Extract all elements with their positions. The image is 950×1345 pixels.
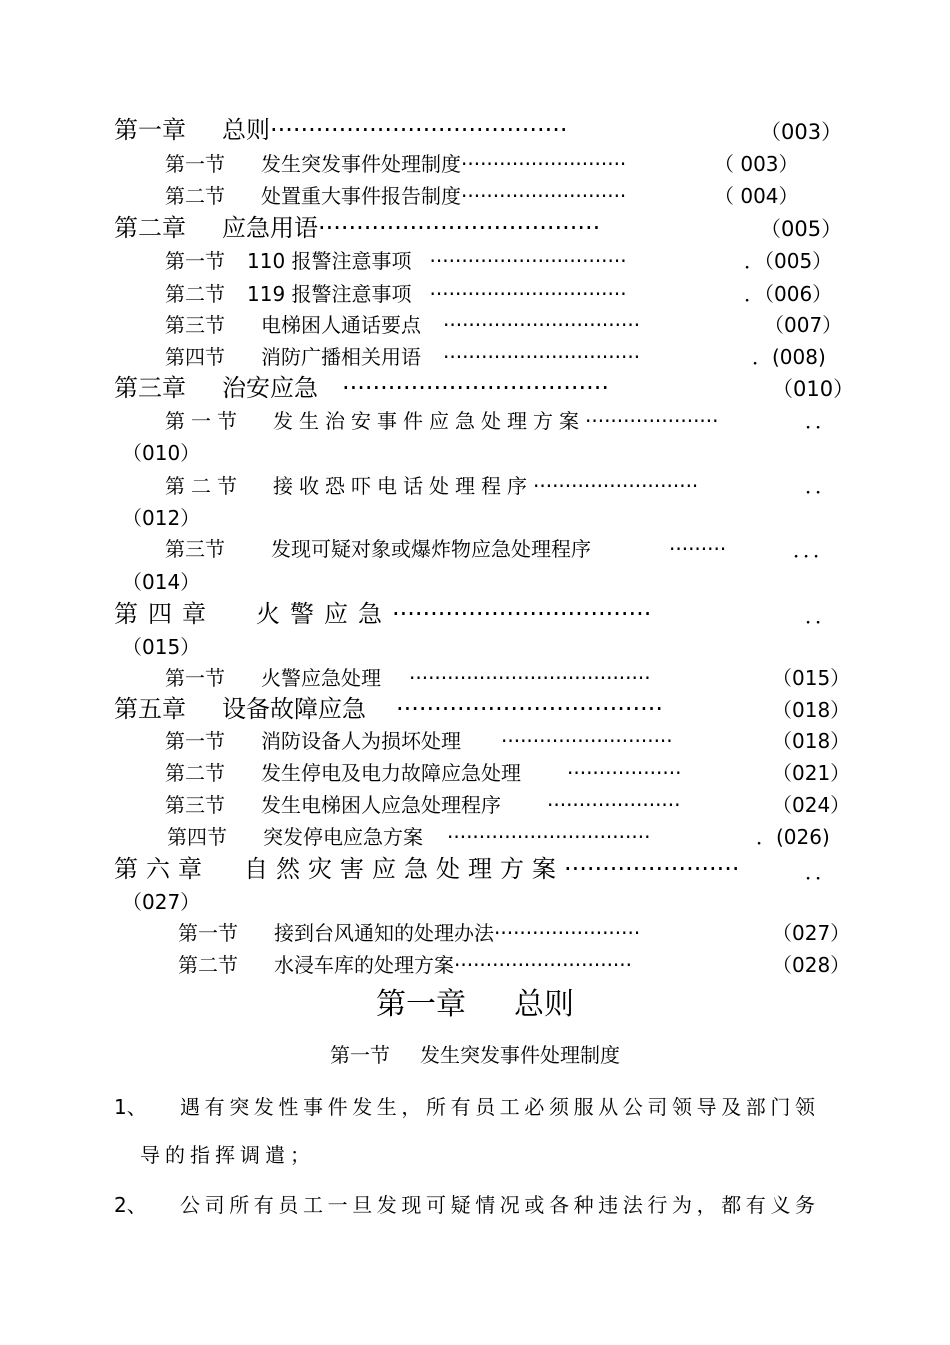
toc-page: （007）: [764, 313, 843, 337]
toc-title: 接收恐吓电话处理程序: [273, 474, 533, 498]
toc-section-5-1[interactable]: [165, 731, 673, 751]
toc-page: （015）: [772, 666, 851, 690]
toc-title: 设备故障应急: [222, 695, 366, 723]
toc-label: 第二章: [114, 214, 186, 242]
toc-title: 发生电梯困人应急处理程序: [261, 793, 501, 817]
toc-dots: ·······················: [494, 921, 641, 945]
toc-dots: ·······························: [443, 345, 641, 369]
toc-chapter-2[interactable]: [114, 216, 600, 240]
toc-section-5-2[interactable]: [165, 763, 681, 783]
toc-dots: ··························: [461, 184, 627, 208]
toc-page: （010）: [772, 377, 855, 401]
toc-title: 突发停电应急方案: [263, 825, 423, 849]
toc-dots: ··················: [567, 761, 682, 785]
toc-title: 消防广播相关用语: [261, 345, 421, 369]
toc-dots: ·······························: [429, 249, 627, 273]
paragraph-number: 2、: [114, 1193, 147, 1217]
toc-page: （027）: [772, 921, 851, 945]
toc-chapter-6[interactable]: [114, 857, 739, 881]
section-label: 第一节: [330, 1043, 390, 1067]
toc-label: 第二节: [178, 953, 238, 977]
chapter-title: 总则: [514, 987, 574, 1022]
toc-label: 第四节: [167, 825, 227, 849]
toc-title: 治安应急: [222, 374, 318, 402]
toc-page: （ 004）: [714, 184, 799, 208]
toc-dots: ···································: [396, 695, 664, 723]
toc-section-3-1[interactable]: [165, 411, 719, 431]
toc-page: （021）: [772, 761, 851, 785]
toc-section-2-3[interactable]: [165, 315, 640, 335]
toc-title: 发生突发事件处理制度: [261, 152, 461, 176]
toc-section-4-1[interactable]: [165, 668, 651, 688]
toc-section-2-2[interactable]: [165, 284, 627, 304]
toc-dots: ·········: [669, 537, 727, 561]
chapter-label: 第一章: [376, 987, 466, 1022]
toc-section-1-1[interactable]: [165, 154, 626, 174]
toc-title: 110 报警注意事项: [247, 249, 412, 273]
toc-page-continued: （010）: [122, 441, 201, 465]
toc-page: ．（006）: [744, 282, 833, 306]
toc-title: 发现可疑对象或爆炸物应急处理程序: [271, 537, 591, 561]
toc-page-continued: （014）: [122, 570, 201, 594]
toc-page: （003）: [760, 120, 843, 144]
toc-dots: ·······································: [270, 116, 568, 144]
toc-label: 第三章: [114, 374, 186, 402]
toc-title: 火警应急: [256, 600, 392, 628]
toc-label: 第一章: [114, 116, 186, 144]
toc-page-continued: （015）: [122, 635, 201, 659]
toc-label: 第二节: [165, 474, 243, 498]
toc-dots: ··································: [392, 600, 652, 628]
toc-label: 第一节: [165, 152, 225, 176]
toc-page: ．．: [805, 860, 835, 884]
toc-page: （ 003）: [714, 152, 799, 176]
toc-title: 总则: [222, 116, 270, 144]
toc-label: 第三节: [165, 313, 225, 337]
toc-title: 发生治安事件应急处理方案: [273, 409, 585, 433]
toc-chapter-3[interactable]: [114, 376, 609, 400]
toc-title: 自然灾害应急处理方案: [244, 855, 564, 883]
toc-dots: ······································: [409, 666, 651, 690]
toc-title: 水浸车库的处理方案: [274, 953, 454, 977]
toc-page-continued: （027）: [122, 890, 201, 914]
toc-section-3-3[interactable]: [165, 539, 726, 559]
toc-page: ．．: [805, 409, 835, 433]
toc-section-6-2[interactable]: [178, 955, 632, 975]
toc-page: （005）: [760, 217, 843, 241]
toc-dots: ···························: [501, 729, 673, 753]
toc-chapter-5[interactable]: [114, 697, 663, 721]
toc-title: 应急用语: [222, 214, 318, 242]
toc-label: 第一节: [165, 666, 225, 690]
toc-page: （018）: [772, 729, 851, 753]
toc-label: 第二节: [165, 761, 225, 785]
toc-title: 发生停电及电力故障应急处理: [261, 761, 521, 785]
toc-page: ．(026): [756, 825, 830, 849]
toc-label: 第六章: [114, 855, 210, 883]
toc-dots: ·····································: [318, 214, 601, 242]
toc-label: 第五章: [114, 695, 186, 723]
toc-dots: ···································: [342, 374, 610, 402]
toc-title: 处置重大事件报告制度: [261, 184, 461, 208]
toc-section-2-1[interactable]: [165, 251, 627, 271]
toc-page: ．(008): [752, 345, 826, 369]
toc-title: 接到台风通知的处理办法: [274, 921, 494, 945]
toc-section-3-2[interactable]: [165, 476, 698, 496]
paragraph-number: 1、: [114, 1095, 147, 1119]
toc-page: ．．: [805, 474, 835, 498]
toc-label: 第一节: [178, 921, 238, 945]
toc-dots: ································: [447, 825, 651, 849]
toc-dots: ····························: [454, 953, 633, 977]
toc-dots: ·······························: [429, 282, 627, 306]
chapter-heading: [0, 987, 950, 1022]
toc-dots: ·····················: [585, 409, 719, 433]
toc-dots: ··························: [533, 474, 699, 498]
paragraph-text: 公司所有员工一旦发现可疑情况或各种违法行为，都有义务: [180, 1193, 820, 1217]
toc-section-6-1[interactable]: [178, 923, 640, 943]
toc-dots: ·····················: [547, 793, 681, 817]
toc-page: ．．: [805, 604, 835, 628]
toc-label: 第三节: [165, 537, 225, 561]
toc-title: 电梯困人通话要点: [261, 313, 421, 337]
toc-section-5-4[interactable]: [167, 827, 650, 847]
section-heading: [0, 1045, 950, 1065]
toc-label: 第一节: [165, 409, 243, 433]
toc-page: （028）: [772, 953, 851, 977]
paragraph-text: 导的指挥调遣；: [140, 1143, 315, 1167]
toc-dots: ·······························: [443, 313, 641, 337]
toc-title: 火警应急处理: [261, 666, 381, 690]
toc-label: 第三节: [165, 793, 225, 817]
toc-section-5-3[interactable]: [165, 795, 681, 815]
toc-section-1-2[interactable]: [165, 186, 626, 206]
toc-label: 第四节: [165, 345, 225, 369]
toc-page: （024）: [772, 793, 851, 817]
toc-page-continued: （012）: [122, 506, 201, 530]
toc-page: ．（005）: [744, 249, 833, 273]
toc-dots: ··························: [461, 152, 627, 176]
section-title: 发生突发事件处理制度: [420, 1043, 620, 1067]
toc-dots: ·······················: [564, 855, 740, 883]
toc-section-2-4[interactable]: [165, 347, 640, 367]
paragraph-text: 遇有突发性事件发生，所有员工必须服从公司领导及部门领: [180, 1095, 820, 1119]
toc-page: （018）: [772, 698, 851, 722]
toc-title: 119 报警注意事项: [247, 282, 412, 306]
toc-chapter-4[interactable]: [114, 602, 651, 626]
toc-label: 第二节: [165, 282, 225, 306]
toc-label: 第二节: [165, 184, 225, 208]
toc-label: 第一节: [165, 249, 225, 273]
toc-title: 消防设备人为损坏处理: [261, 729, 461, 753]
toc-label: 第一节: [165, 729, 225, 753]
toc-page: ．．．: [793, 538, 833, 562]
toc-label: 第四章: [114, 600, 216, 628]
toc-chapter-1[interactable]: [114, 118, 568, 142]
